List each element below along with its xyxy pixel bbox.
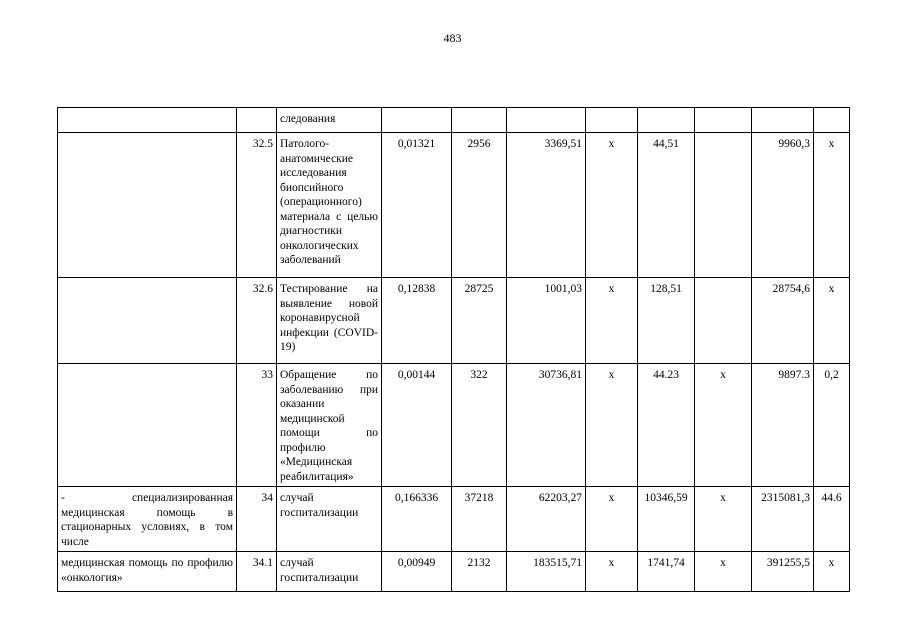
value-cell: 9960,3: [752, 133, 814, 278]
value-cell: 44.6: [814, 487, 850, 552]
value-cell: [382, 108, 452, 133]
value-cell: х: [586, 364, 638, 487]
value-cell: 322: [452, 364, 507, 487]
row-code-cell: 32.5: [237, 133, 277, 278]
table-row: [58, 278, 850, 364]
value-cell: 10346,59: [638, 487, 695, 552]
value-cell: [695, 108, 752, 133]
row-code-cell: [237, 108, 277, 133]
value-cell: [452, 108, 507, 133]
value-cell: 0,00144: [382, 364, 452, 487]
service-name-cell: [58, 133, 237, 278]
value-cell: 0,00949: [382, 552, 452, 592]
value-cell: [814, 108, 850, 133]
row-code-cell: 34.1: [237, 552, 277, 592]
value-cell: [638, 108, 695, 133]
row-code-cell: 33: [237, 364, 277, 487]
value-cell: 9897.3: [752, 364, 814, 487]
service-name-cell: медицинская помощь по профилю «онкология»: [58, 552, 237, 592]
unit-cell: следования: [277, 108, 382, 133]
value-cell: [695, 278, 752, 364]
unit-cell: случай госпитализации: [277, 552, 382, 592]
value-cell: 28754,6: [752, 278, 814, 364]
value-cell: х: [814, 133, 850, 278]
value-cell: 30736,81: [507, 364, 586, 487]
value-cell: 44.23: [638, 364, 695, 487]
service-name-cell: [58, 278, 237, 364]
table-row: [58, 487, 850, 552]
value-cell: 1001,03: [507, 278, 586, 364]
value-cell: 44,51: [638, 133, 695, 278]
table-row: [58, 108, 850, 133]
value-cell: [586, 108, 638, 133]
value-cell: 37218: [452, 487, 507, 552]
table-row: [58, 552, 850, 592]
value-cell: [695, 133, 752, 278]
value-cell: х: [586, 487, 638, 552]
value-cell: х: [814, 278, 850, 364]
page-number: 483: [443, 31, 462, 45]
data-table: [57, 107, 850, 592]
table-row: [58, 133, 850, 278]
unit-cell: Патолого-анатомические исследования биопсийного (операционного) материала с целью диагностики онкологических заболеваний: [277, 133, 382, 278]
service-name-cell: - специализированная медицинская помощь в стационарных условиях, в том числе: [58, 487, 237, 552]
value-cell: х: [695, 487, 752, 552]
value-cell: х: [586, 278, 638, 364]
unit-cell: Обращение по заболеванию при оказании медицинской помощи по профилю «Медицинская реабилитация»: [277, 364, 382, 487]
value-cell: 2956: [452, 133, 507, 278]
value-cell: 183515,71: [507, 552, 586, 592]
value-cell: 0,12838: [382, 278, 452, 364]
value-cell: х: [814, 552, 850, 592]
value-cell: 2315081,3: [752, 487, 814, 552]
row-code-cell: 32.6: [237, 278, 277, 364]
value-cell: [752, 108, 814, 133]
value-cell: х: [695, 364, 752, 487]
value-cell: 3369,51: [507, 133, 586, 278]
value-cell: х: [586, 552, 638, 592]
unit-cell: Тестирование на выявление новой коронавирусной инфекции (COVID-19): [277, 278, 382, 364]
value-cell: 0,166336: [382, 487, 452, 552]
value-cell: х: [695, 552, 752, 592]
value-cell: 0,01321: [382, 133, 452, 278]
table-row: [58, 364, 850, 487]
value-cell: 2132: [452, 552, 507, 592]
value-cell: 28725: [452, 278, 507, 364]
service-name-cell: [58, 364, 237, 487]
value-cell: х: [586, 133, 638, 278]
row-code-cell: 34: [237, 487, 277, 552]
value-cell: 62203,27: [507, 487, 586, 552]
value-cell: [507, 108, 586, 133]
value-cell: 1741,74: [638, 552, 695, 592]
service-name-cell: [58, 108, 237, 133]
value-cell: 128,51: [638, 278, 695, 364]
value-cell: 0,2: [814, 364, 850, 487]
value-cell: 391255,5: [752, 552, 814, 592]
unit-cell: случай госпитализации: [277, 487, 382, 552]
